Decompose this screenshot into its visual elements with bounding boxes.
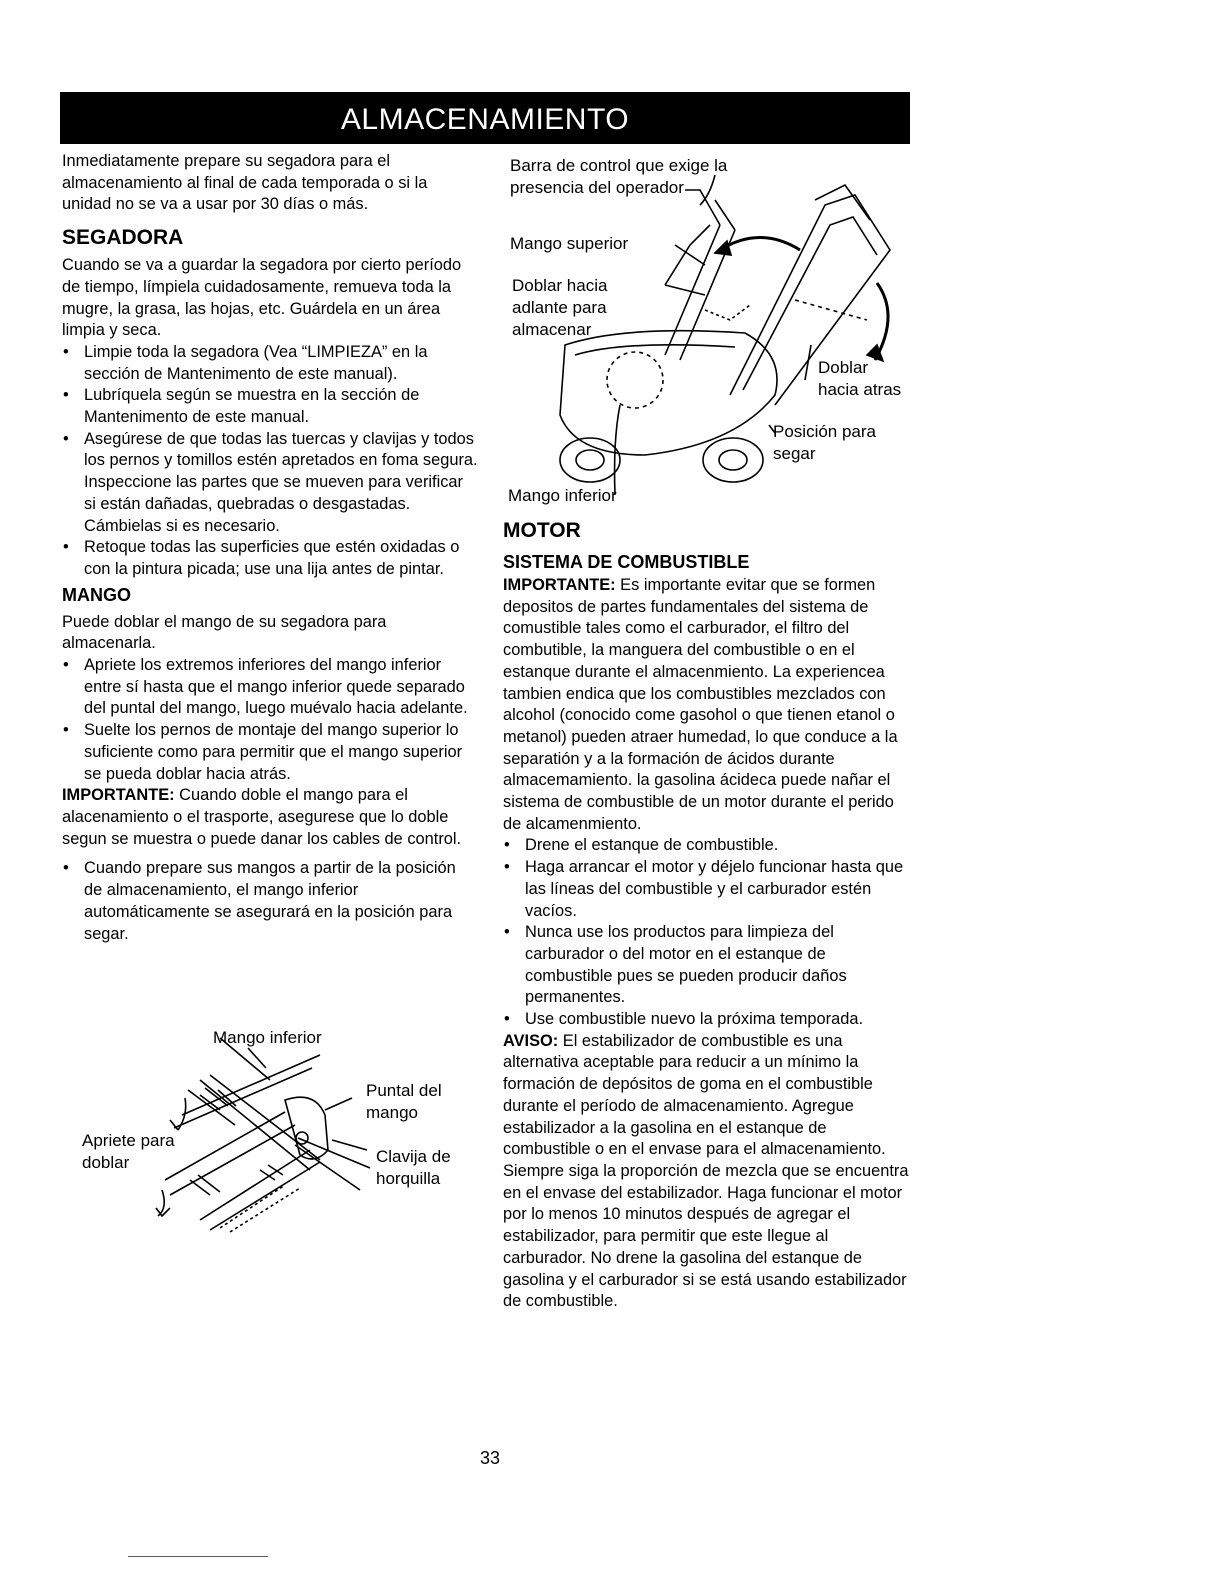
- mango-important-note: [62, 785, 478, 850]
- list-item: • Drene el estanque de combustible.: [503, 835, 915, 857]
- label-clavija-de-horquilla: Clavija de horquilla: [376, 1147, 451, 1188]
- label-mango-inferior: Mango inferior: [213, 1028, 322, 1047]
- label-apriete-para-doblar: Apriete para doblar: [82, 1131, 175, 1172]
- handle-fold-figure: [70, 1020, 480, 1240]
- list-item: • Apriete los extremos inferiores del mango inferior entre sí hasta que el mango inferior quede separado del puntal del mango, luego muévalo hacia adelante.: [62, 655, 478, 720]
- list-item: • Use combustible nuevo la próxima temporada.: [503, 1009, 915, 1031]
- label-puntal-del-mango: Puntal del mango: [366, 1081, 442, 1122]
- label-mango-superior: Mango superior: [510, 234, 629, 253]
- important-text: Es importante evitar que se formen depositos de partes fundamentales del sistema de comustible tales como el carburador, el filtro del combutible, la manguera del combustible o en el estanque durante el almacenmiento. La experiencea tambien endica que los combustibles mezclados con alcohol (conocido come gasohol o que tienen etanol o metanol) pueden atraer humedad, lo que conduce a la separatión y a la formación de ácidos durante almacemamiento. la gasolina ácideca puede nañar el sistema de combustible de un motor durante el perido de alcamenmiento.: [503, 576, 898, 833]
- aviso-paragraph: [503, 1031, 915, 1313]
- list-item: • Cuando prepare sus mangos a partir de la posición de almacenamiento, el mango inferior automáticamente se asegurará en la posición para segar.: [62, 858, 478, 945]
- list-item: • Limpie toda la segadora (Vea “LIMPIEZA” en la sección de Mantenimento de este manual).: [62, 342, 478, 385]
- mango-heading: MANGO: [62, 584, 131, 605]
- page-title: ALMACENAMIENTO: [60, 92, 910, 144]
- mango-list-last: [62, 858, 478, 945]
- segadora-list: [62, 342, 478, 581]
- list-item: • Nunca use los productos para limpieza del carburador o del motor en el estanque de combustible pues se pueden producir daños permanentes.: [503, 922, 915, 1009]
- important-label: IMPORTANTE:: [62, 786, 175, 805]
- left-column: [62, 151, 478, 945]
- intro-paragraph: Inmediatamente prepare su segadora para el almacenamiento al final de cada temporada o si la unidad no se va a usar por 30 días o más.: [62, 152, 428, 214]
- list-item: • Retoque todas las superficies que estén oxidadas o con la pintura picada; use una lija antes de pintar.: [62, 537, 478, 580]
- label-mango-inferior-mower: Mango inferior: [508, 486, 617, 505]
- motor-list: [503, 835, 915, 1030]
- label-doblar-hacia-adelante: Doblar hacia adlante para almacenar: [512, 276, 608, 339]
- motor-heading: MOTOR: [503, 519, 581, 542]
- list-item: • Suelte los pernos de montaje del mango superior lo suficiente como para permitir que el mango superior se pueda doblar hacia atrás.: [62, 720, 478, 785]
- page-number: 33: [479, 1448, 501, 1468]
- right-column: [503, 517, 915, 1313]
- important-label: IMPORTANTE:: [503, 576, 616, 594]
- mango-list: [62, 655, 478, 785]
- list-item: • Haga arrancar el motor y déjelo funcionar hasta que las líneas del combustible y el carburador estén vacíos.: [503, 857, 915, 922]
- label-doblar-hacia-atras: Doblar hacia atras: [818, 358, 902, 399]
- aviso-label: AVISO:: [503, 1031, 559, 1050]
- aviso-text: El estabilizador de combustible es una alternativa aceptable para reducir a un mínimo la formación de depósitos de goma en el combustible durante el período de almacenamiento. Agregue estabilizador a la gasolina en el estanque de combustible o en el envase para el almacenamiento. Siempre siga la proporción de mezcla que se encuentra en el envase del estabilizador. Haga funcionar el motor por lo menos 10 minutos después de agregar el estabilizador, para permitir que este llegue al carburador. No drene la gasolina del estanque de gasolina y el carburador si se está usando estabilizador de combustible.: [503, 1031, 909, 1311]
- label-barra-de-control: Barra de control que exige la presencia del operador: [510, 156, 728, 197]
- segadora-heading: SEGADORA: [62, 226, 184, 250]
- label-posicion-para-segar: Posición para segar: [773, 422, 877, 463]
- fuel-system-heading: SISTEMA DE COMBUSTIBLE: [503, 552, 750, 572]
- mower-fold-figure: [505, 155, 917, 510]
- list-item: • Lubríquela según se muestra en la sección de Mantenimento de este manual.: [62, 385, 478, 428]
- list-item: • Asegúrese de que todas las tuercas y clavijas y todos los pernos y tomillos estén apretados en foma segura. Inspeccione las partes que se mueven para verificar si están dañadas, quebradas o desgastadas. Cámbielas si es necesario.: [62, 429, 478, 538]
- important-text: Cuando doble el mango para el alacenamiento o el trasporte, asegurese que lo doble segun se muestra o puede danar los cables de control.: [62, 786, 462, 848]
- mango-paragraph: Puede doblar el mango de su segadora para almacenarla.: [62, 612, 387, 653]
- segadora-paragraph: Cuando se va a guardar la segadora por cierto período de tiempo, límpiela cuidadosamente, remueva toda la mugre, la grasa, las hojas, etc. Guárdela en un área limpia y seca.: [62, 256, 462, 340]
- footer-rule: [128, 1556, 268, 1557]
- motor-important-paragraph: [503, 575, 915, 835]
